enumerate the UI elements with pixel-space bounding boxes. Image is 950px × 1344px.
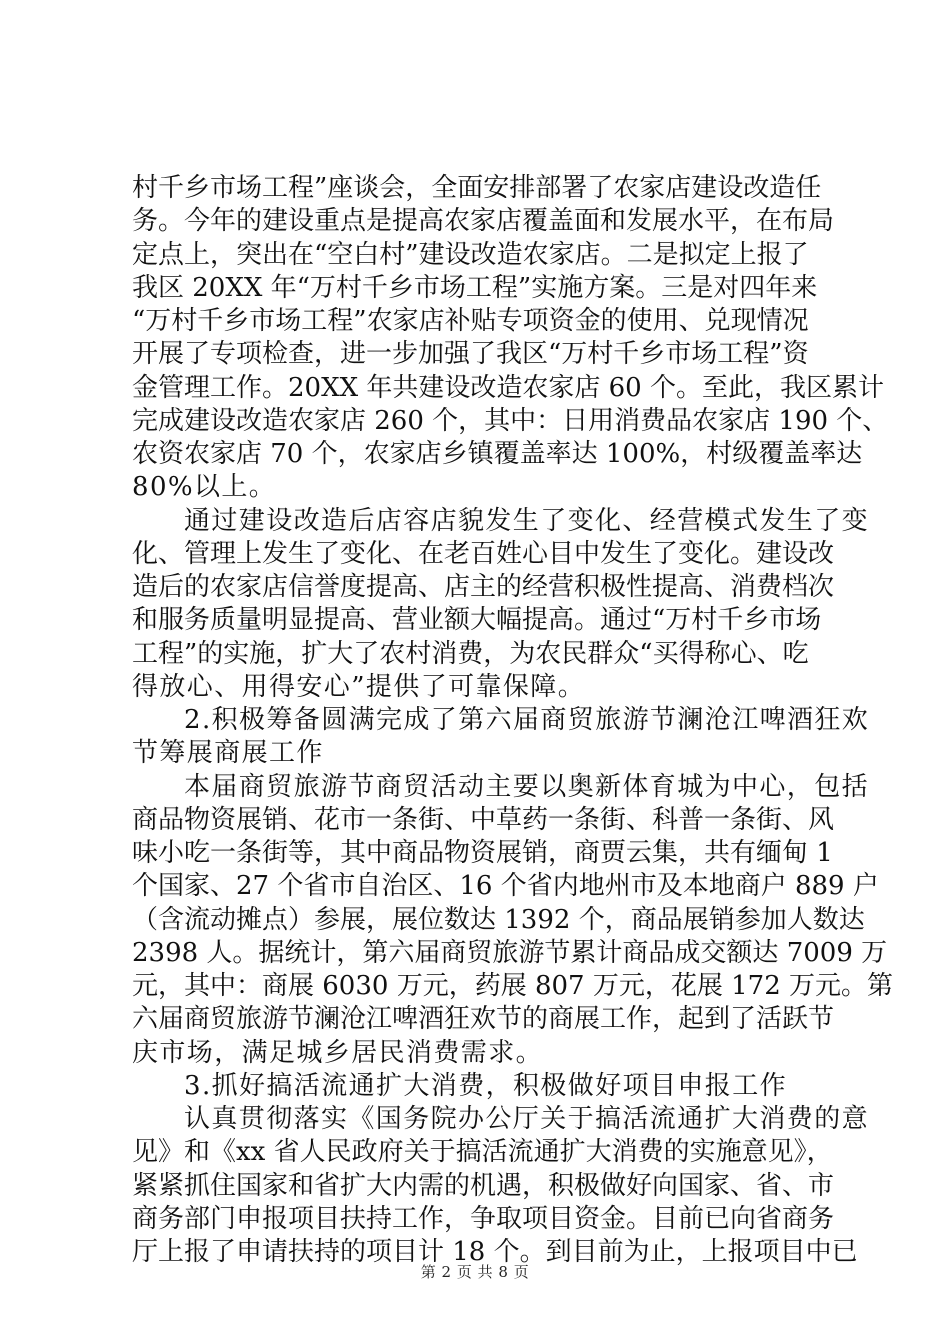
text-line: 定点上，突出在“空白村”建设改造农家店。二是拟定上报了: [132, 240, 809, 270]
text-line: 紧紧抓住国家和省扩大内需的机遇，积极做好向国家、省、市: [132, 1171, 835, 1201]
section-heading: 节筹展商展工作: [132, 738, 324, 768]
text-line: 和服务质量明显提高、营业额大幅提高。通过“万村千乡市场: [132, 605, 822, 635]
text-line: 农资农家店 70 个，农家店乡镇覆盖率达 100%，村级覆盖率达: [132, 439, 863, 469]
text-line: 味小吃一条街等，其中商品物资展销，商贾云集，共有缅甸 1: [132, 838, 833, 868]
text-line: 个国家、27 个省市自治区、16 个省内地州市及本地商户 889 户: [132, 871, 879, 901]
text-line: 商务部门申报项目扶持工作，争取项目资金。目前已向省商务: [132, 1204, 835, 1234]
text-line: 六届商贸旅游节澜沧江啤酒狂欢节的商展工作，起到了活跃节: [132, 1004, 835, 1034]
text-line: （含流动摊点）参展，展位数达 1392 个，商品展销参加人数达: [132, 905, 865, 935]
section-heading: 2.积极筹备圆满完成了第六届商贸旅游节澜沧江啤酒狂欢: [184, 705, 870, 735]
text-line: 得放心、用得安心”提供了可靠保障。: [132, 672, 586, 702]
text-line: 造后的农家店信誉度提高、店主的经营积极性提高、消费档次: [132, 572, 835, 602]
text-line: 务。今年的建设重点是提高农家店覆盖面和发展水平，在布局: [132, 206, 835, 236]
page-footer: 第 2 页 共 8 页: [420, 1263, 530, 1281]
text-line: 化、管理上发生了变化、在老百姓心目中发生了变化。建设改: [132, 539, 835, 569]
text-line: 庆市场，满足城乡居民消费需求。: [132, 1038, 544, 1068]
section-heading: 3.抓好搞活流通扩大消费，积极做好项目申报工作: [184, 1071, 788, 1101]
text-line: 工程”的实施，扩大了农村消费，为农民群众“买得称心、吃: [132, 639, 809, 669]
text-line: 本届商贸旅游节商贸活动主要以奥新体育城为中心，包括: [184, 772, 870, 802]
text-line: 村千乡市场工程”座谈会，全面安排部署了农家店建设改造任: [132, 173, 822, 203]
text-line: 金管理工作。20XX 年共建设改造农家店 60 个。至此，我区累计: [132, 373, 884, 403]
text-line: 认真贯彻落实《国务院办公厅关于搞活流通扩大消费的意: [184, 1104, 870, 1134]
text-line: 2398 人。据统计，第六届商贸旅游节累计商品成交额达 7009 万: [132, 938, 888, 968]
text-line: 厅上报了申请扶持的项目计 18 个。到目前为止，上报项目中已: [132, 1237, 858, 1267]
text-line: 完成建设改造农家店 260 个，其中：日用消费品农家店 190 个、: [132, 406, 889, 436]
text-line: 元，其中：商展 6030 万元，药展 807 万元，花展 172 万元。第: [132, 971, 894, 1001]
text-line: 我区 20XX 年“万村千乡市场工程”实施方案。三是对四年来: [132, 273, 818, 303]
text-line: 见》和《xx 省人民政府关于搞活流通扩大消费的实施意见》，: [132, 1137, 833, 1167]
text-line: 通过建设改造后店容店貌发生了变化、经营模式发生了变: [184, 506, 870, 536]
text-line: “万村千乡市场工程”农家店补贴专项资金的使用、兑现情况: [132, 306, 809, 336]
text-line: 开展了专项检查，进一步加强了我区“万村千乡市场工程”资: [132, 339, 809, 369]
text-line: 商品物资展销、花市一条街、中草药一条街、科普一条街、风: [132, 805, 835, 835]
text-line: 80%以上。: [132, 472, 277, 502]
